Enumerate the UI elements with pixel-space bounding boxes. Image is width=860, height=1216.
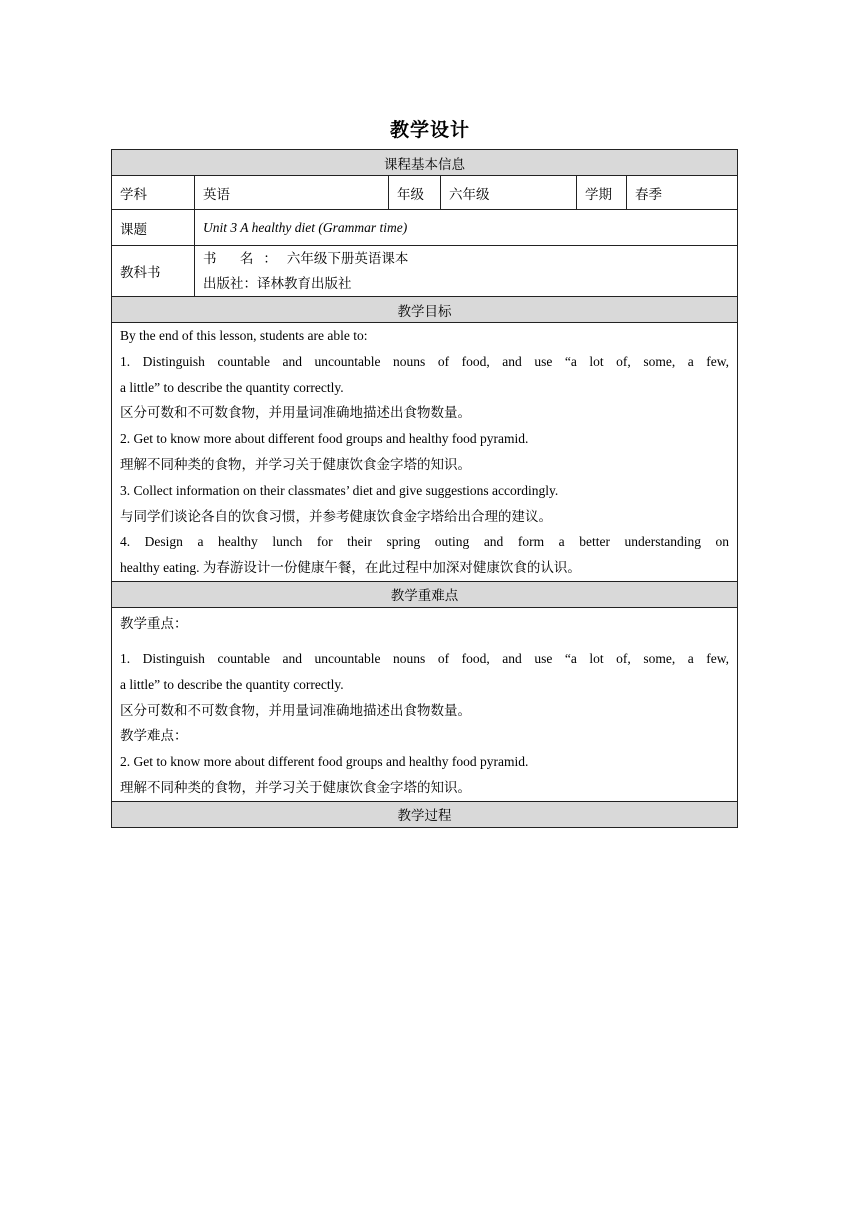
topic-row <box>112 210 738 246</box>
basic-info-header: 课程基本信息 <box>112 150 738 176</box>
book-name-label: 书 名： <box>203 251 287 266</box>
key-points-content <box>112 607 738 801</box>
key-points-header-row <box>112 581 738 607</box>
book-name-value: 六年级下册英语课本 <box>286 251 409 266</box>
objectives-line: 2. Get to know more about different food groups and healthy food pyramid. <box>120 431 529 447</box>
objectives-line: 与同学们谈论各自的饮食习惯，并参考健康饮食金字塔给出合理的建议。 <box>120 508 552 524</box>
objectives-line: 1. Distinguish countable and uncountable nouns of food, and use “a lot of, some, a few, <box>120 353 730 369</box>
objectives-content <box>112 323 738 582</box>
term-label: 学期 <box>577 176 627 210</box>
subject-row <box>112 176 738 210</box>
textbook-info <box>195 246 738 297</box>
focus-line: 区分可数和不可数食物，并用量词准确地描述出食物数量。 <box>120 702 471 718</box>
topic-value: Unit 3 A healthy diet (Grammar time) <box>195 210 738 246</box>
grade-label: 年级 <box>389 176 441 210</box>
objectives-line: 3. Collect information on their classmates’ diet and give suggestions accordingly. <box>120 482 559 498</box>
objectives-line: 4. Design a healthy lunch for their spring outing and form a better understanding on <box>120 534 730 550</box>
lesson-design-table <box>111 149 738 828</box>
objectives-line: a little” to describe the quantity correctly. <box>120 379 344 395</box>
subject-value: 英语 <box>195 176 389 210</box>
key-points-header: 教学重难点 <box>112 581 738 607</box>
basic-info-header-row <box>112 150 738 176</box>
term-value: 春季 <box>627 176 738 210</box>
publisher-line <box>203 271 729 296</box>
book-name-line <box>203 246 729 271</box>
textbook-label: 教科书 <box>112 246 195 297</box>
objectives-line: 区分可数和不可数食物，并用量词准确地描述出食物数量。 <box>120 405 471 421</box>
process-header: 教学过程 <box>112 801 738 827</box>
teaching-focus-label: 教学重点： <box>120 615 188 631</box>
teaching-difficulty-label: 教学难点： <box>120 728 188 744</box>
grade-value: 六年级 <box>441 176 577 210</box>
process-header-row <box>112 801 738 827</box>
key-points-row <box>112 607 738 801</box>
subject-label: 学科 <box>112 176 195 210</box>
objectives-line: 理解不同种类的食物，并学习关于健康饮食金字塔的知识。 <box>120 456 471 472</box>
document-title: 教学设计 <box>389 120 470 141</box>
difficulty-line: 理解不同种类的食物，并学习关于健康饮食金字塔的知识。 <box>120 779 471 795</box>
publisher-value: 译林教育出版社 <box>257 276 352 291</box>
objectives-header: 教学目标 <box>112 297 738 323</box>
focus-line: 1. Distinguish countable and uncountable nouns of food, and use “a lot of, some, a few, <box>120 650 730 666</box>
topic-label: 课题 <box>112 210 195 246</box>
textbook-row <box>112 246 738 297</box>
objectives-row <box>112 323 738 582</box>
objectives-header-row <box>112 297 738 323</box>
focus-line: a little” to describe the quantity correctly. <box>120 676 344 692</box>
difficulty-line: 2. Get to know more about different food groups and healthy food pyramid. <box>120 754 529 770</box>
objectives-line: By the end of this lesson, students are able to: <box>120 328 368 343</box>
objectives-line: healthy eating. 为春游设计一份健康午餐，在此过程中加深对健康饮食的认识。 <box>120 560 581 576</box>
publisher-label: 出版社： <box>203 276 257 291</box>
